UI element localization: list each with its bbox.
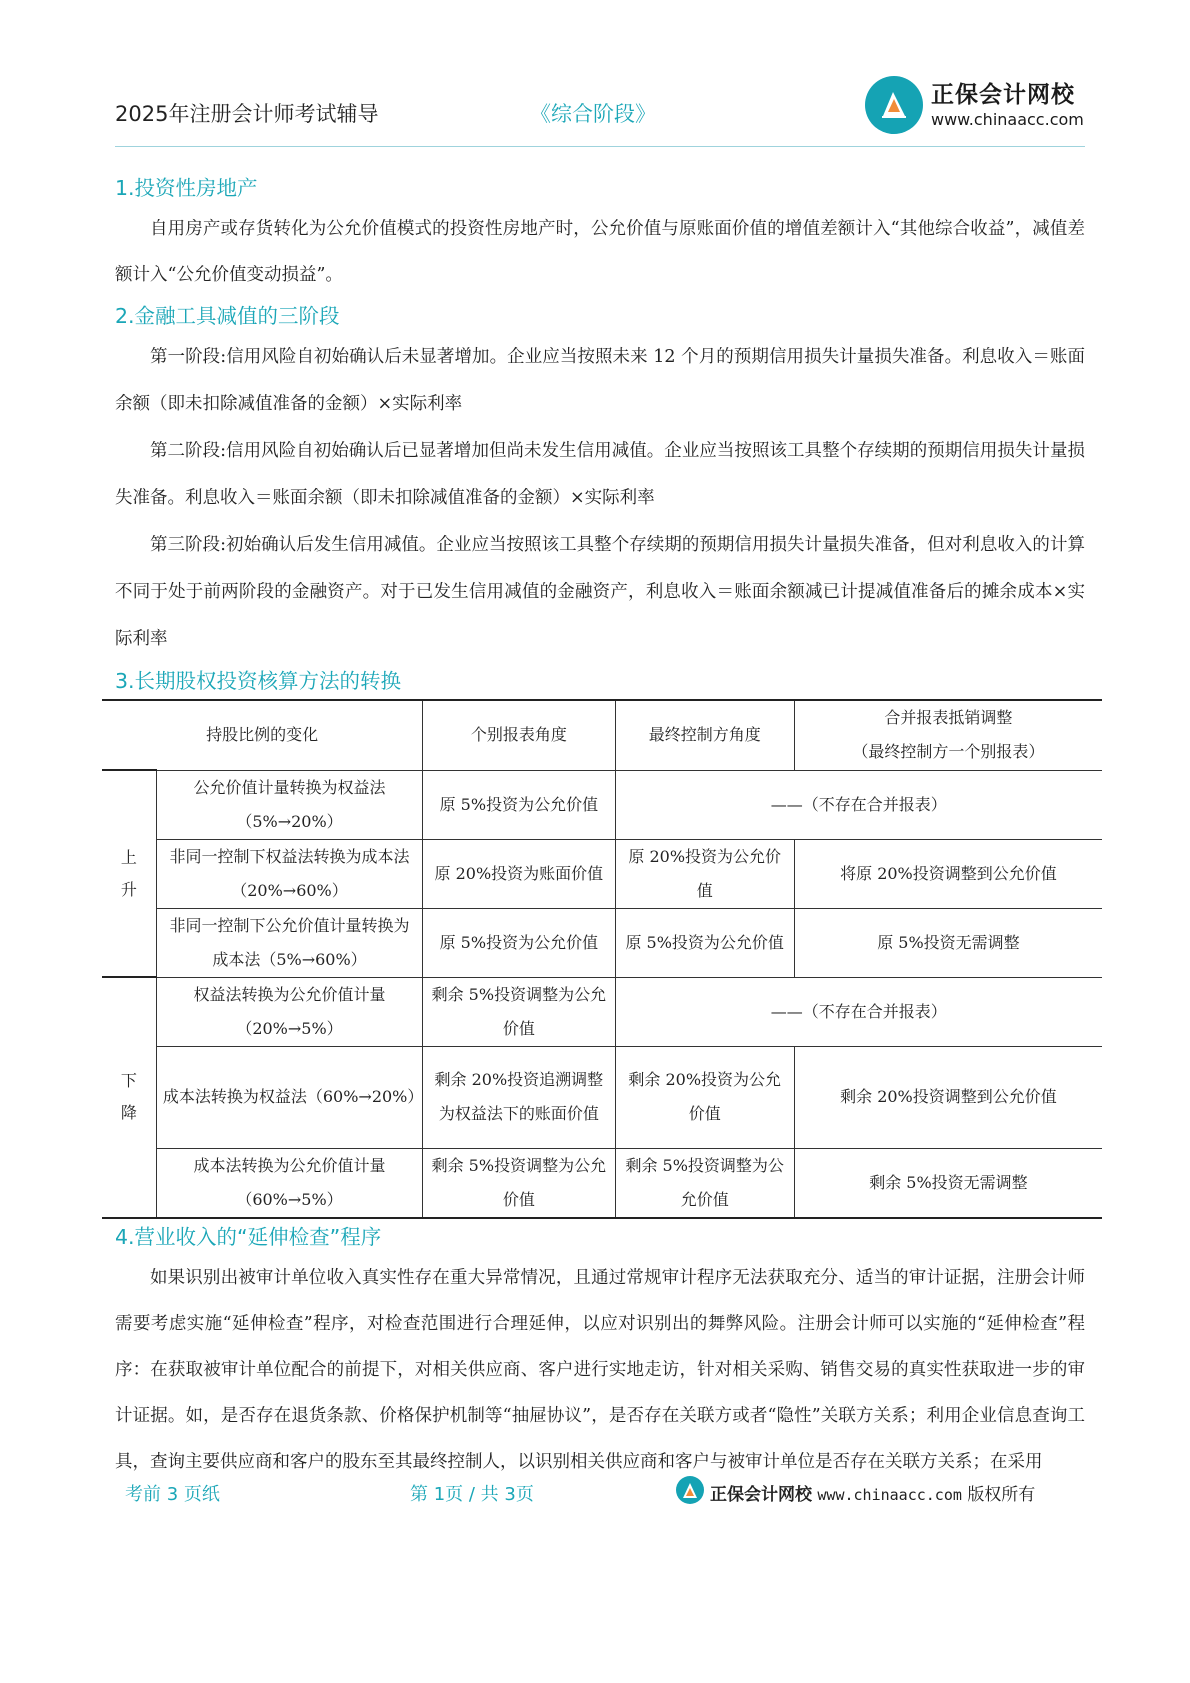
header-individual: 个别报表角度 bbox=[423, 700, 615, 770]
group-down: 下降 bbox=[102, 977, 156, 1218]
page-number: 第 1页 / 共 3页 bbox=[410, 1484, 534, 1505]
page-footer bbox=[0, 1472, 1190, 1512]
footer-logo-icon bbox=[676, 1476, 704, 1504]
page-header bbox=[115, 70, 1085, 147]
page-content bbox=[115, 170, 1085, 1485]
table-header-row bbox=[102, 700, 1102, 770]
header-stage: 《综合阶段》 bbox=[530, 102, 656, 126]
header-consolidated bbox=[794, 700, 1102, 770]
row-individual: 剩余 20%投资追溯调整为权益法下的账面价值 bbox=[423, 1046, 615, 1148]
section-1-paragraph: 自用房产或存货转化为公允价值模式的投资性房地产时，公允价值与原账面价值的增值差额计入“其他综合收益”，减值差额计入“公允价值变动损益”。 bbox=[115, 219, 1085, 285]
table-row bbox=[102, 977, 1102, 1046]
row-change: 成本法转换为公允价值计量（60%→5%） bbox=[156, 1148, 422, 1218]
row-consolidated: 将原 20%投资调整到公允价值 bbox=[794, 839, 1102, 908]
row-consolidated: 剩余 20%投资调整到公允价值 bbox=[794, 1046, 1102, 1148]
brand-logo[interactable] bbox=[865, 72, 1085, 134]
row-merged: ——（不存在合并报表） bbox=[615, 770, 1102, 839]
table-row bbox=[102, 839, 1102, 908]
row-individual: 原 5%投资为公允价值 bbox=[423, 908, 615, 977]
stage-1-paragraph: 第一阶段:信用风险自初始确认后未显著增加。企业应当按照未来 12 个月的预期信用损失计量损失准备。利息收入＝账面余额（即未扣除减值准备的金额）×实际利率 bbox=[115, 347, 1085, 414]
row-change: 非同一控制下公允价值计量转换为成本法（5%→60%） bbox=[156, 908, 422, 977]
row-change: 公允价值计量转换为权益法（5%→20%） bbox=[156, 770, 422, 839]
section-title-1: 1.投资性房地产 bbox=[115, 176, 258, 200]
row-ultimate: 原 20%投资为公允价值 bbox=[615, 839, 794, 908]
footer-url: www.chinaacc.com bbox=[817, 1486, 962, 1504]
section-4-paragraph: 如果识别出被审计单位收入真实性存在重大异常情况，且通过常规审计程序无法获取充分、适当的审计证据，注册会计师需要考虑实施“延伸检查”程序，对检查范围进行合理延伸，以应对识别出的舞弊风险。注册会计师可以实施的“延伸检查”程序：在获取被审计单位配合的前提下，对相关供应商、客户进行实地走访，针对相关采购、销售交易的真实性获取进一步的审计证据。如，是否存在退货条款、价格保护机制等“抽屉协议”，是否存在关联方或者“隐性”关联方关系；利用企业信息查询工具，查询主要供应商和客户的股东至其最终控制人，以识别相关供应商和客户与被审计单位是否存在关联方关系；在采用 bbox=[115, 1267, 1085, 1472]
footer-brand-name: 正保会计网校 bbox=[710, 1485, 812, 1505]
footer-rights: 版权所有 bbox=[967, 1485, 1036, 1505]
table-row bbox=[102, 770, 1102, 839]
logo-icon bbox=[865, 76, 923, 134]
row-individual: 原 5%投资为公允价值 bbox=[423, 770, 615, 839]
equity-method-conversion-table bbox=[102, 699, 1102, 1219]
header-change: 持股比例的变化 bbox=[102, 700, 423, 770]
header-title: 2025年注册会计师考试辅导 bbox=[115, 102, 379, 126]
table-row bbox=[102, 908, 1102, 977]
row-ultimate: 剩余 5%投资调整为公允价值 bbox=[615, 1148, 794, 1218]
row-change: 成本法转换为权益法（60%→20%） bbox=[156, 1046, 422, 1148]
row-ultimate: 剩余 20%投资为公允价值 bbox=[615, 1046, 794, 1148]
logo-name: 正保会计网校 bbox=[931, 82, 1075, 108]
header-consolidated-line1: 合并报表抵销调整 bbox=[884, 708, 1013, 728]
section-title-2: 2.金融工具减值的三阶段 bbox=[115, 304, 340, 328]
row-individual: 原 20%投资为账面价值 bbox=[423, 839, 615, 908]
stage-3-paragraph: 第三阶段:初始确认后发生信用减值。企业应当按照该工具整个存续期的预期信用损失计量损失准备，但对利息收入的计算不同于处于前两阶段的金融资产。对于已发生信用减值的金融资产，利息收入＝账面余额减已计提减值准备后的摊余成本×实际利率 bbox=[115, 535, 1085, 649]
row-ultimate: 原 5%投资为公允价值 bbox=[615, 908, 794, 977]
row-change: 非同一控制下权益法转换为成本法（20%→60%） bbox=[156, 839, 422, 908]
footer-doc-name: 考前 3 页纸 bbox=[125, 1484, 220, 1505]
row-consolidated: 剩余 5%投资无需调整 bbox=[794, 1148, 1102, 1218]
section-title-4: 4.营业收入的“延伸检查”程序 bbox=[115, 1224, 382, 1249]
row-change: 权益法转换为公允价值计量（20%→5%） bbox=[156, 977, 422, 1046]
row-individual: 剩余 5%投资调整为公允价值 bbox=[423, 977, 615, 1046]
logo-url: www.chinaacc.com bbox=[931, 110, 1084, 129]
footer-brand-text bbox=[710, 1480, 1035, 1505]
row-consolidated: 原 5%投资无需调整 bbox=[794, 908, 1102, 977]
table-row bbox=[102, 1148, 1102, 1218]
row-individual: 剩余 5%投资调整为公允价值 bbox=[423, 1148, 615, 1218]
group-up: 上升 bbox=[102, 770, 156, 977]
row-merged: ——（不存在合并报表） bbox=[615, 977, 1102, 1046]
stage-2-paragraph: 第二阶段:信用风险自初始确认后已显著增加但尚未发生信用减值。企业应当按照该工具整个存续期的预期信用损失计量损失准备。利息收入＝账面余额（即未扣除减值准备的金额）×实际利率 bbox=[115, 441, 1085, 508]
section-title-3: 3.长期股权投资核算方法的转换 bbox=[115, 669, 402, 693]
header-ultimate: 最终控制方角度 bbox=[615, 700, 794, 770]
table-row bbox=[102, 1046, 1102, 1148]
header-consolidated-line2: （最终控制方一个别报表） bbox=[852, 742, 1045, 762]
